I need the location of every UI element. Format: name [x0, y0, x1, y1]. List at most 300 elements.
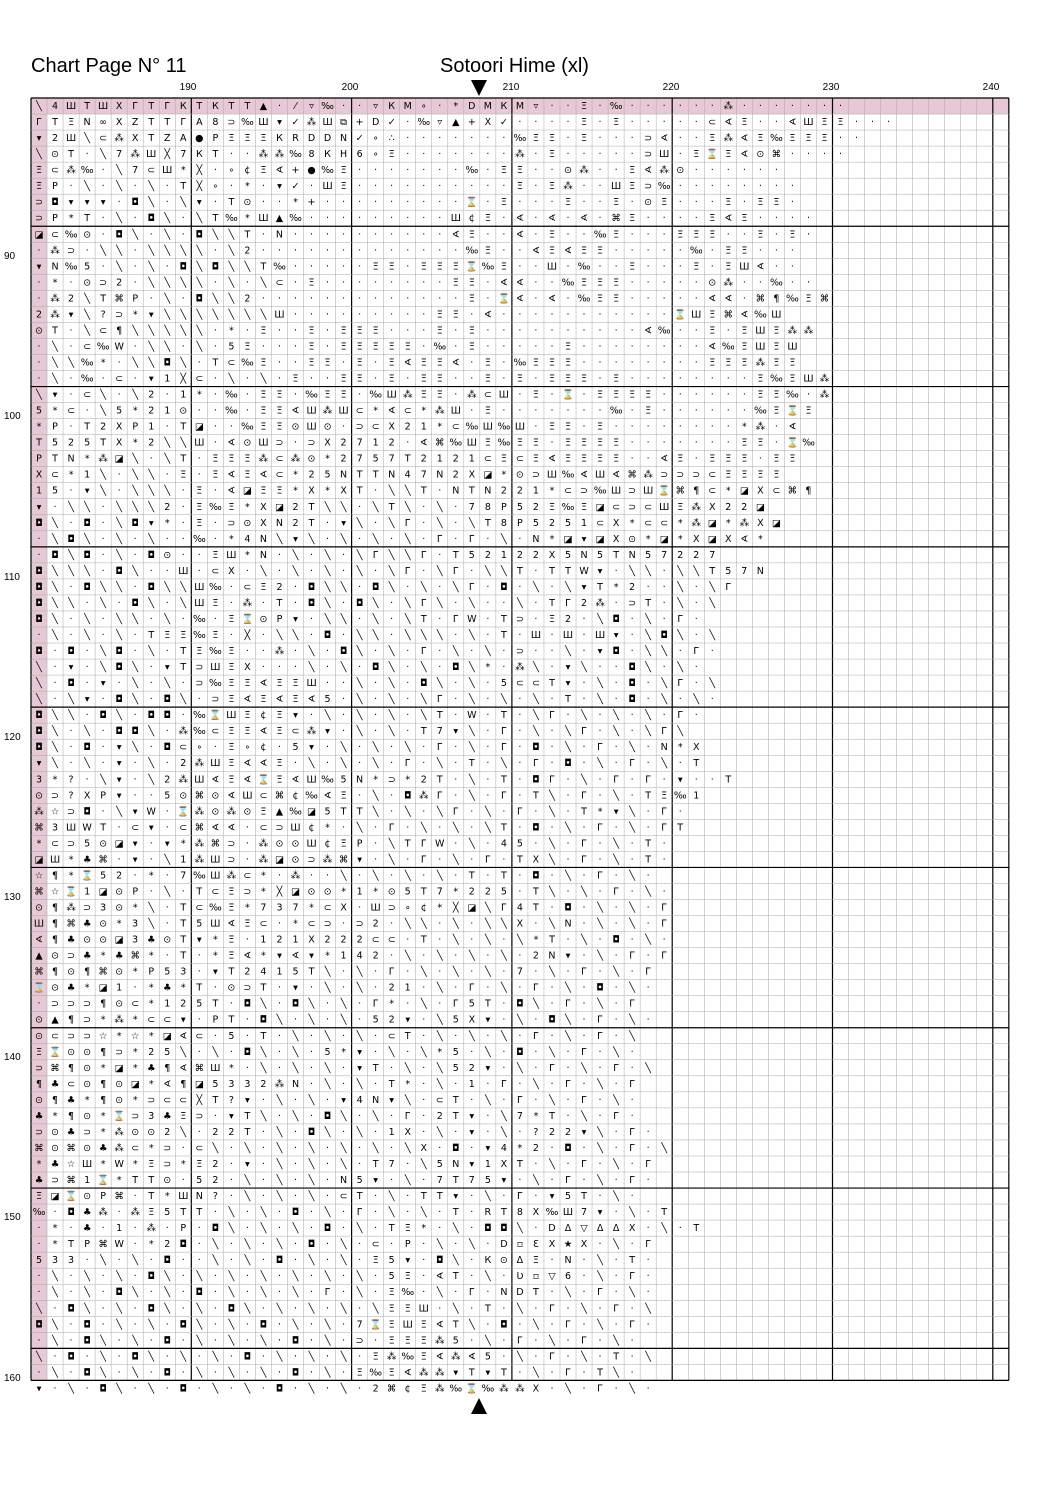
stitch-symbol: ·: [614, 662, 618, 674]
stitch-symbol: Г: [613, 774, 619, 786]
stitch-symbol: *: [373, 886, 379, 898]
stitch-symbol: ⊙: [756, 149, 765, 161]
stitch-symbol: Т: [228, 1014, 235, 1026]
stitch-symbol: ⊃: [227, 854, 236, 866]
stitch-symbol: ·: [406, 966, 410, 978]
stitch-symbol: ·: [726, 373, 730, 385]
stitch-symbol: ⊃: [147, 1094, 156, 1106]
stitch-symbol: ·: [293, 597, 298, 609]
stitch-symbol: Ш: [65, 133, 77, 145]
stitch-symbol: ·: [486, 742, 490, 754]
stitch-symbol: ·: [726, 165, 730, 177]
stitch-symbol: ·: [534, 229, 538, 241]
stitch-symbol: ·: [165, 197, 169, 209]
stitch-symbol: *: [501, 469, 507, 481]
stitch-symbol: ◘: [83, 549, 91, 561]
stitch-symbol: Ξ: [340, 325, 347, 337]
stitch-symbol: ·: [310, 1030, 314, 1042]
stitch-symbol: ▾: [36, 261, 42, 273]
stitch-symbol: Т: [212, 149, 219, 161]
stitch-symbol: Ш: [691, 309, 702, 321]
stitch-symbol: ╲: [148, 469, 155, 481]
stitch-symbol: ╲: [645, 662, 652, 674]
stitch-symbol: ·: [277, 1271, 281, 1283]
stitch-symbol: ·: [310, 1046, 314, 1058]
stitch-symbol: 1: [388, 1126, 395, 1138]
stitch-symbol: ·: [310, 1367, 314, 1379]
stitch-symbol: ∢: [419, 437, 428, 449]
stitch-symbol: ╲: [148, 597, 155, 609]
stitch-symbol: 2: [228, 1126, 235, 1138]
stitch-symbol: Ξ: [773, 197, 780, 209]
stitch-symbol: 2: [564, 1126, 572, 1138]
stitch-symbol: ⁂: [50, 309, 60, 321]
stitch-symbol: Ξ: [821, 117, 828, 129]
stitch-symbol: ·: [326, 213, 330, 225]
stitch-symbol: ·: [630, 966, 634, 978]
stitch-symbol: ·: [678, 758, 682, 770]
stitch-symbol: ╲: [404, 549, 411, 561]
stitch-symbol: 1: [581, 517, 588, 529]
stitch-symbol: Ξ: [228, 934, 235, 946]
stitch-symbol: ⊂: [291, 726, 300, 738]
stitch-symbol: Т: [100, 822, 107, 834]
stitch-symbol: Ξ: [613, 437, 620, 449]
stitch-symbol: Ξ: [581, 133, 588, 145]
stitch-symbol: ⌘: [435, 437, 445, 449]
stitch-symbol: ·: [165, 533, 169, 545]
stitch-symbol: ╲: [356, 982, 363, 994]
stitch-symbol: ·: [293, 1191, 298, 1203]
stitch-symbol: ·: [374, 710, 378, 722]
stitch-symbol: ·: [293, 1126, 298, 1138]
stitch-symbol: Ξ: [420, 357, 427, 369]
stitch-symbol: ╲: [581, 1303, 587, 1315]
stitch-symbol: ·: [486, 341, 490, 353]
stitch-symbol: ‰: [497, 421, 511, 433]
stitch-symbol: ╲: [420, 822, 427, 834]
stitch-symbol: Ξ: [228, 950, 235, 962]
stitch-symbol: ⊙: [35, 1030, 43, 1042]
stitch-symbol: ·: [726, 437, 730, 449]
stitch-symbol: ╲: [340, 1142, 347, 1154]
stitch-symbol: Ξ: [228, 742, 235, 754]
stitch-symbol: ·: [454, 245, 458, 257]
stitch-symbol: ▽: [580, 1223, 588, 1235]
stitch-symbol: ·: [678, 101, 682, 113]
stitch-symbol: ╲: [565, 822, 571, 834]
stitch-symbol: Т: [212, 998, 219, 1010]
stitch-symbol: *: [245, 501, 250, 513]
stitch-symbol: ·: [213, 1335, 217, 1347]
stitch-symbol: Т: [356, 469, 363, 481]
stitch-symbol: ▾: [341, 1094, 346, 1106]
stitch-symbol: ◘: [500, 1319, 508, 1331]
stitch-symbol: ╲: [420, 1046, 427, 1058]
stitch-symbol: ·: [566, 149, 570, 161]
stitch-symbol: 2: [212, 1126, 219, 1138]
stitch-symbol: Ξ: [228, 501, 235, 513]
stitch-symbol: 2: [548, 517, 555, 529]
stitch-symbol: ·: [598, 854, 602, 866]
stitch-symbol: ·: [165, 597, 169, 609]
stitch-symbol: ·: [550, 405, 554, 417]
stitch-symbol: ·: [133, 341, 137, 353]
stitch-symbol: ·: [358, 389, 362, 401]
stitch-symbol: ⊂: [131, 1142, 140, 1154]
stitch-symbol: ·: [502, 1351, 506, 1363]
stitch-symbol: Т: [661, 1207, 668, 1219]
stitch-symbol: ⁂: [803, 325, 814, 337]
stitch-symbol: ·: [630, 453, 634, 465]
stitch-symbol: ╲: [132, 501, 139, 513]
stitch-symbol: ·: [486, 758, 490, 770]
stitch-symbol: ·: [694, 341, 698, 353]
stitch-symbol: 4: [356, 950, 363, 962]
stitch-symbol: Г: [613, 1303, 619, 1315]
stitch-symbol: Ш: [194, 774, 205, 786]
stitch-symbol: ·: [582, 1383, 586, 1395]
stitch-symbol: ·: [630, 1110, 634, 1122]
stitch-symbol: ·: [374, 726, 378, 738]
stitch-symbol: ⊃: [131, 1110, 140, 1122]
stitch-symbol: ╲: [148, 277, 155, 289]
stitch-symbol: ╲: [517, 1351, 523, 1363]
stitch-symbol: ⊃: [83, 998, 92, 1010]
stitch-symbol: ·: [694, 277, 698, 289]
stitch-symbol: ▲: [35, 950, 43, 962]
stitch-symbol: Г: [436, 694, 443, 706]
stitch-symbol: Г: [629, 1078, 636, 1090]
stitch-symbol: Р: [501, 501, 507, 513]
stitch-symbol: ·: [374, 565, 378, 577]
stitch-symbol: ╲: [501, 694, 507, 706]
stitch-symbol: ·: [213, 437, 217, 449]
stitch-symbol: ·: [117, 1351, 121, 1363]
stitch-symbol: 2: [484, 886, 491, 898]
stitch-symbol: ·: [342, 213, 346, 225]
stitch-symbol: ╳: [276, 886, 283, 898]
stitch-symbol: Ξ: [388, 1367, 395, 1379]
stitch-symbol: ·: [358, 758, 362, 770]
stitch-symbol: ·: [550, 325, 554, 337]
stitch-symbol: ╲: [629, 902, 635, 914]
stitch-symbol: ╲: [533, 1319, 539, 1331]
stitch-symbol: Ξ: [548, 133, 555, 145]
stitch-symbol: ▾: [485, 1014, 491, 1026]
stitch-symbol: Г: [500, 726, 507, 738]
stitch-symbol: ◘: [83, 517, 91, 529]
stitch-symbol: ·: [502, 1271, 506, 1283]
stitch-symbol: ╲: [164, 854, 171, 866]
stitch-symbol: ⊂: [644, 517, 653, 529]
stitch-symbol: ╲: [196, 1319, 203, 1331]
stitch-symbol: ⁂: [194, 838, 205, 850]
stitch-symbol: ◪: [707, 517, 717, 529]
stitch-symbol: ·: [101, 1223, 105, 1235]
stitch-symbol: ◪: [114, 453, 124, 465]
stitch-symbol: Ξ: [597, 453, 604, 465]
stitch-symbol: ∢: [243, 950, 252, 962]
stitch-symbol: Ξ: [709, 229, 716, 241]
stitch-symbol: ·: [614, 165, 618, 177]
stitch-symbol: ╲: [581, 886, 587, 898]
stitch-symbol: ╲: [436, 517, 443, 529]
stitch-symbol: ·: [598, 710, 602, 722]
stitch-symbol: ╲: [148, 501, 155, 513]
stitch-symbol: Ξ: [276, 421, 283, 433]
stitch-symbol: ⁂: [114, 1014, 124, 1026]
stitch-symbol: *: [116, 918, 122, 930]
stitch-symbol: ╲: [308, 1142, 315, 1154]
stitch-symbol: *: [325, 485, 330, 497]
stitch-symbol: ·: [646, 101, 650, 113]
stitch-symbol: ·: [326, 517, 330, 529]
stitch-symbol: ∢: [323, 790, 332, 802]
stitch-symbol: ╲: [517, 1223, 523, 1235]
stitch-symbol: ·: [245, 1287, 249, 1299]
stitch-symbol: ‰: [513, 133, 527, 145]
stitch-symbol: ·: [293, 309, 298, 321]
stitch-symbol: ·: [422, 950, 426, 962]
stitch-symbol: ╲: [196, 1335, 203, 1347]
stitch-symbol: ▲: [275, 806, 284, 818]
stitch-symbol: ·: [630, 1191, 634, 1203]
stitch-symbol: ·: [422, 517, 426, 529]
stitch-symbol: ·: [806, 389, 810, 401]
stitch-symbol: ·: [630, 357, 634, 369]
stitch-symbol: Ⅹ: [548, 549, 556, 561]
stitch-symbol: ·: [101, 742, 105, 754]
stitch-symbol: ¢: [324, 838, 331, 850]
stitch-symbol: Ⅹ: [757, 517, 764, 529]
stitch-symbol: ⁂: [402, 389, 413, 401]
stitch-symbol: ·: [454, 678, 458, 690]
stitch-symbol: ∢: [580, 213, 589, 225]
stitch-symbol: ╲: [84, 1271, 90, 1283]
stitch-symbol: ·: [534, 197, 538, 209]
stitch-symbol: ·: [806, 101, 810, 113]
stitch-symbol: ▾: [245, 1094, 250, 1106]
stitch-symbol: ⊂: [83, 389, 92, 401]
stitch-symbol: *: [132, 309, 138, 321]
stitch-symbol: ·: [293, 1014, 298, 1026]
stitch-symbol: ·: [470, 181, 474, 193]
stitch-symbol: ‰: [208, 581, 222, 593]
stitch-symbol: 2: [116, 870, 123, 882]
stitch-symbol: ‰: [609, 405, 623, 417]
stitch-symbol: ∘: [196, 742, 203, 754]
stitch-symbol: *: [100, 1110, 106, 1122]
stitch-symbol: ·: [277, 662, 281, 674]
stitch-symbol: Г: [597, 742, 603, 754]
stitch-symbol: ╲: [324, 1207, 331, 1219]
stitch-symbol: ·: [598, 790, 602, 802]
stitch-symbol: ▾: [565, 678, 571, 690]
stitch-symbol: ╲: [597, 1126, 603, 1138]
stitch-symbol: Ξ: [276, 485, 283, 497]
stitch-symbol: ▾: [469, 1126, 475, 1138]
stitch-symbol: ⊃: [83, 902, 92, 914]
stitch-symbol: Ш: [322, 117, 333, 129]
stitch-symbol: ╲: [132, 662, 139, 674]
stitch-symbol: ·: [630, 101, 634, 113]
stitch-symbol: ‰: [673, 790, 687, 802]
stitch-symbol: ⁂: [819, 373, 830, 385]
stitch-symbol: ∢: [756, 261, 765, 273]
stitch-symbol: ╲: [436, 678, 443, 690]
stitch-symbol: *: [68, 469, 74, 481]
stitch-symbol: ⁂: [499, 1383, 509, 1395]
stitch-symbol: ·: [614, 998, 618, 1010]
stitch-symbol: Р: [148, 966, 155, 978]
stitch-symbol: ◘: [195, 293, 204, 305]
stitch-symbol: ◘: [115, 694, 123, 706]
stitch-symbol: ·: [310, 213, 314, 225]
stitch-symbol: ⊂: [387, 1030, 396, 1042]
stitch-symbol: Ξ: [741, 437, 748, 449]
stitch-symbol: Ξ: [741, 357, 748, 369]
stitch-symbol: ·: [518, 197, 522, 209]
stitch-symbol: ╲: [52, 533, 58, 545]
stitch-symbol: ╲: [228, 1271, 235, 1283]
stitch-symbol: ⊂: [564, 485, 572, 497]
stitch-symbol: Г: [629, 1271, 636, 1283]
stitch-symbol: ╲: [84, 501, 90, 513]
stitch-symbol: Ш: [450, 405, 461, 417]
stitch-symbol: ⊙: [211, 806, 220, 818]
stitch-symbol: ·: [454, 373, 458, 385]
stitch-symbol: ◘: [147, 1303, 155, 1315]
stitch-symbol: ☆: [98, 1030, 108, 1042]
stitch-symbol: ·: [486, 726, 490, 738]
stitch-symbol: Р: [517, 517, 523, 529]
stitch-symbol: ◪: [483, 469, 493, 481]
stitch-symbol: ·: [582, 998, 586, 1010]
stitch-symbol: ·: [358, 181, 362, 193]
stitch-symbol: ╲: [468, 694, 475, 706]
stitch-symbol: ╲: [645, 1303, 652, 1315]
stitch-symbol: ⊃: [51, 1175, 60, 1187]
stitch-symbol: Т: [148, 133, 155, 145]
stitch-symbol: ╲: [148, 758, 155, 770]
stitch-symbol: ·: [213, 517, 217, 529]
stitch-symbol: ╲: [116, 1303, 123, 1315]
stitch-symbol: ╲: [228, 1335, 235, 1347]
stitch-symbol: ╲: [404, 533, 411, 545]
stitch-symbol: Г: [388, 966, 395, 978]
stitch-symbol: ·: [454, 742, 458, 754]
stitch-symbol: 2: [372, 950, 379, 962]
stitch-symbol: ⊙: [291, 838, 300, 850]
stitch-symbol: ·: [181, 341, 185, 353]
stitch-symbol: ·: [165, 950, 169, 962]
stitch-symbol: ╲: [581, 1110, 587, 1122]
stitch-symbol: 5: [228, 1030, 235, 1042]
stitch-symbol: ·: [438, 101, 442, 113]
stitch-symbol: ▾: [597, 1207, 603, 1219]
stitch-symbol: ▾: [357, 854, 363, 866]
stitch-symbol: ·: [69, 389, 73, 401]
stitch-symbol: ·: [101, 565, 105, 577]
stitch-symbol: ╲: [84, 565, 90, 577]
stitch-symbol: Т: [180, 918, 187, 930]
stitch-symbol: ·: [390, 245, 394, 257]
stitch-symbol: 5: [452, 1335, 459, 1347]
stitch-symbol: ·: [486, 1030, 490, 1042]
stitch-symbol: Т: [164, 117, 171, 129]
stitch-symbol: ‰: [401, 1351, 415, 1363]
stitch-symbol: ╲: [693, 694, 700, 706]
stitch-symbol: ⊙: [99, 918, 108, 930]
stitch-symbol: ▲: [259, 101, 268, 113]
stitch-symbol: ╲: [388, 1046, 395, 1058]
stitch-symbol: ·: [277, 918, 281, 930]
stitch-symbol: ·: [390, 597, 394, 609]
stitch-symbol: 7: [420, 469, 427, 481]
stitch-symbol: ╲: [501, 1030, 507, 1042]
stitch-symbol: ◘: [419, 678, 428, 690]
stitch-symbol: ·: [454, 710, 458, 722]
stitch-symbol: ◘: [532, 742, 540, 754]
stitch-symbol: ·: [662, 886, 666, 898]
stitch-symbol: ·: [37, 1223, 41, 1235]
stitch-symbol: ●: [307, 165, 316, 177]
stitch-symbol: Ξ: [468, 341, 475, 353]
stitch-symbol: ·: [374, 229, 378, 241]
stitch-symbol: ·: [598, 1191, 602, 1203]
stitch-symbol: ¶: [100, 1094, 107, 1106]
stitch-symbol: ·: [694, 373, 698, 385]
stitch-symbol: ╲: [356, 966, 363, 978]
stitch-symbol: ╲: [581, 1351, 587, 1363]
stitch-symbol: ⊙: [291, 854, 300, 866]
stitch-symbol: ╲: [597, 1175, 603, 1187]
stitch-symbol: Г: [597, 870, 603, 882]
stitch-symbol: Ξ: [228, 662, 235, 674]
stitch-symbol: Ξ: [677, 501, 684, 513]
stitch-symbol: Г: [565, 1078, 571, 1090]
stitch-symbol: *: [180, 1158, 186, 1170]
stitch-symbol: ◘: [564, 758, 572, 770]
stitch-symbol: ╲: [308, 646, 315, 658]
stitch-symbol: ‰: [657, 325, 671, 337]
stitch-symbol: ·: [37, 341, 41, 353]
stitch-symbol: ·: [582, 405, 586, 417]
stitch-symbol: 5: [212, 1078, 219, 1090]
stitch-symbol: ·: [630, 1046, 634, 1058]
stitch-symbol: ∢: [259, 469, 268, 481]
stitch-symbol: ·: [694, 405, 698, 417]
stitch-symbol: ╲: [517, 597, 523, 609]
stitch-symbol: ¢: [404, 1383, 411, 1395]
stitch-symbol: ⊃: [67, 998, 76, 1010]
stitch-symbol: Г: [500, 790, 507, 802]
stitch-symbol: ·: [326, 325, 330, 337]
stitch-symbol: ·: [662, 774, 666, 786]
stitch-symbol: ·: [790, 277, 794, 289]
stitch-symbol: ·: [614, 261, 618, 273]
stitch-symbol: ·: [470, 1335, 474, 1347]
stitch-symbol: К: [276, 133, 283, 145]
stitch-symbol: ╲: [629, 870, 635, 882]
stitch-symbol: Т: [148, 117, 155, 129]
stitch-symbol: ·: [374, 165, 378, 177]
stitch-symbol: ·: [422, 341, 426, 353]
stitch-symbol: ╲: [613, 1367, 619, 1379]
stitch-symbol: ·: [69, 1223, 73, 1235]
stitch-symbol: ·: [310, 710, 314, 722]
